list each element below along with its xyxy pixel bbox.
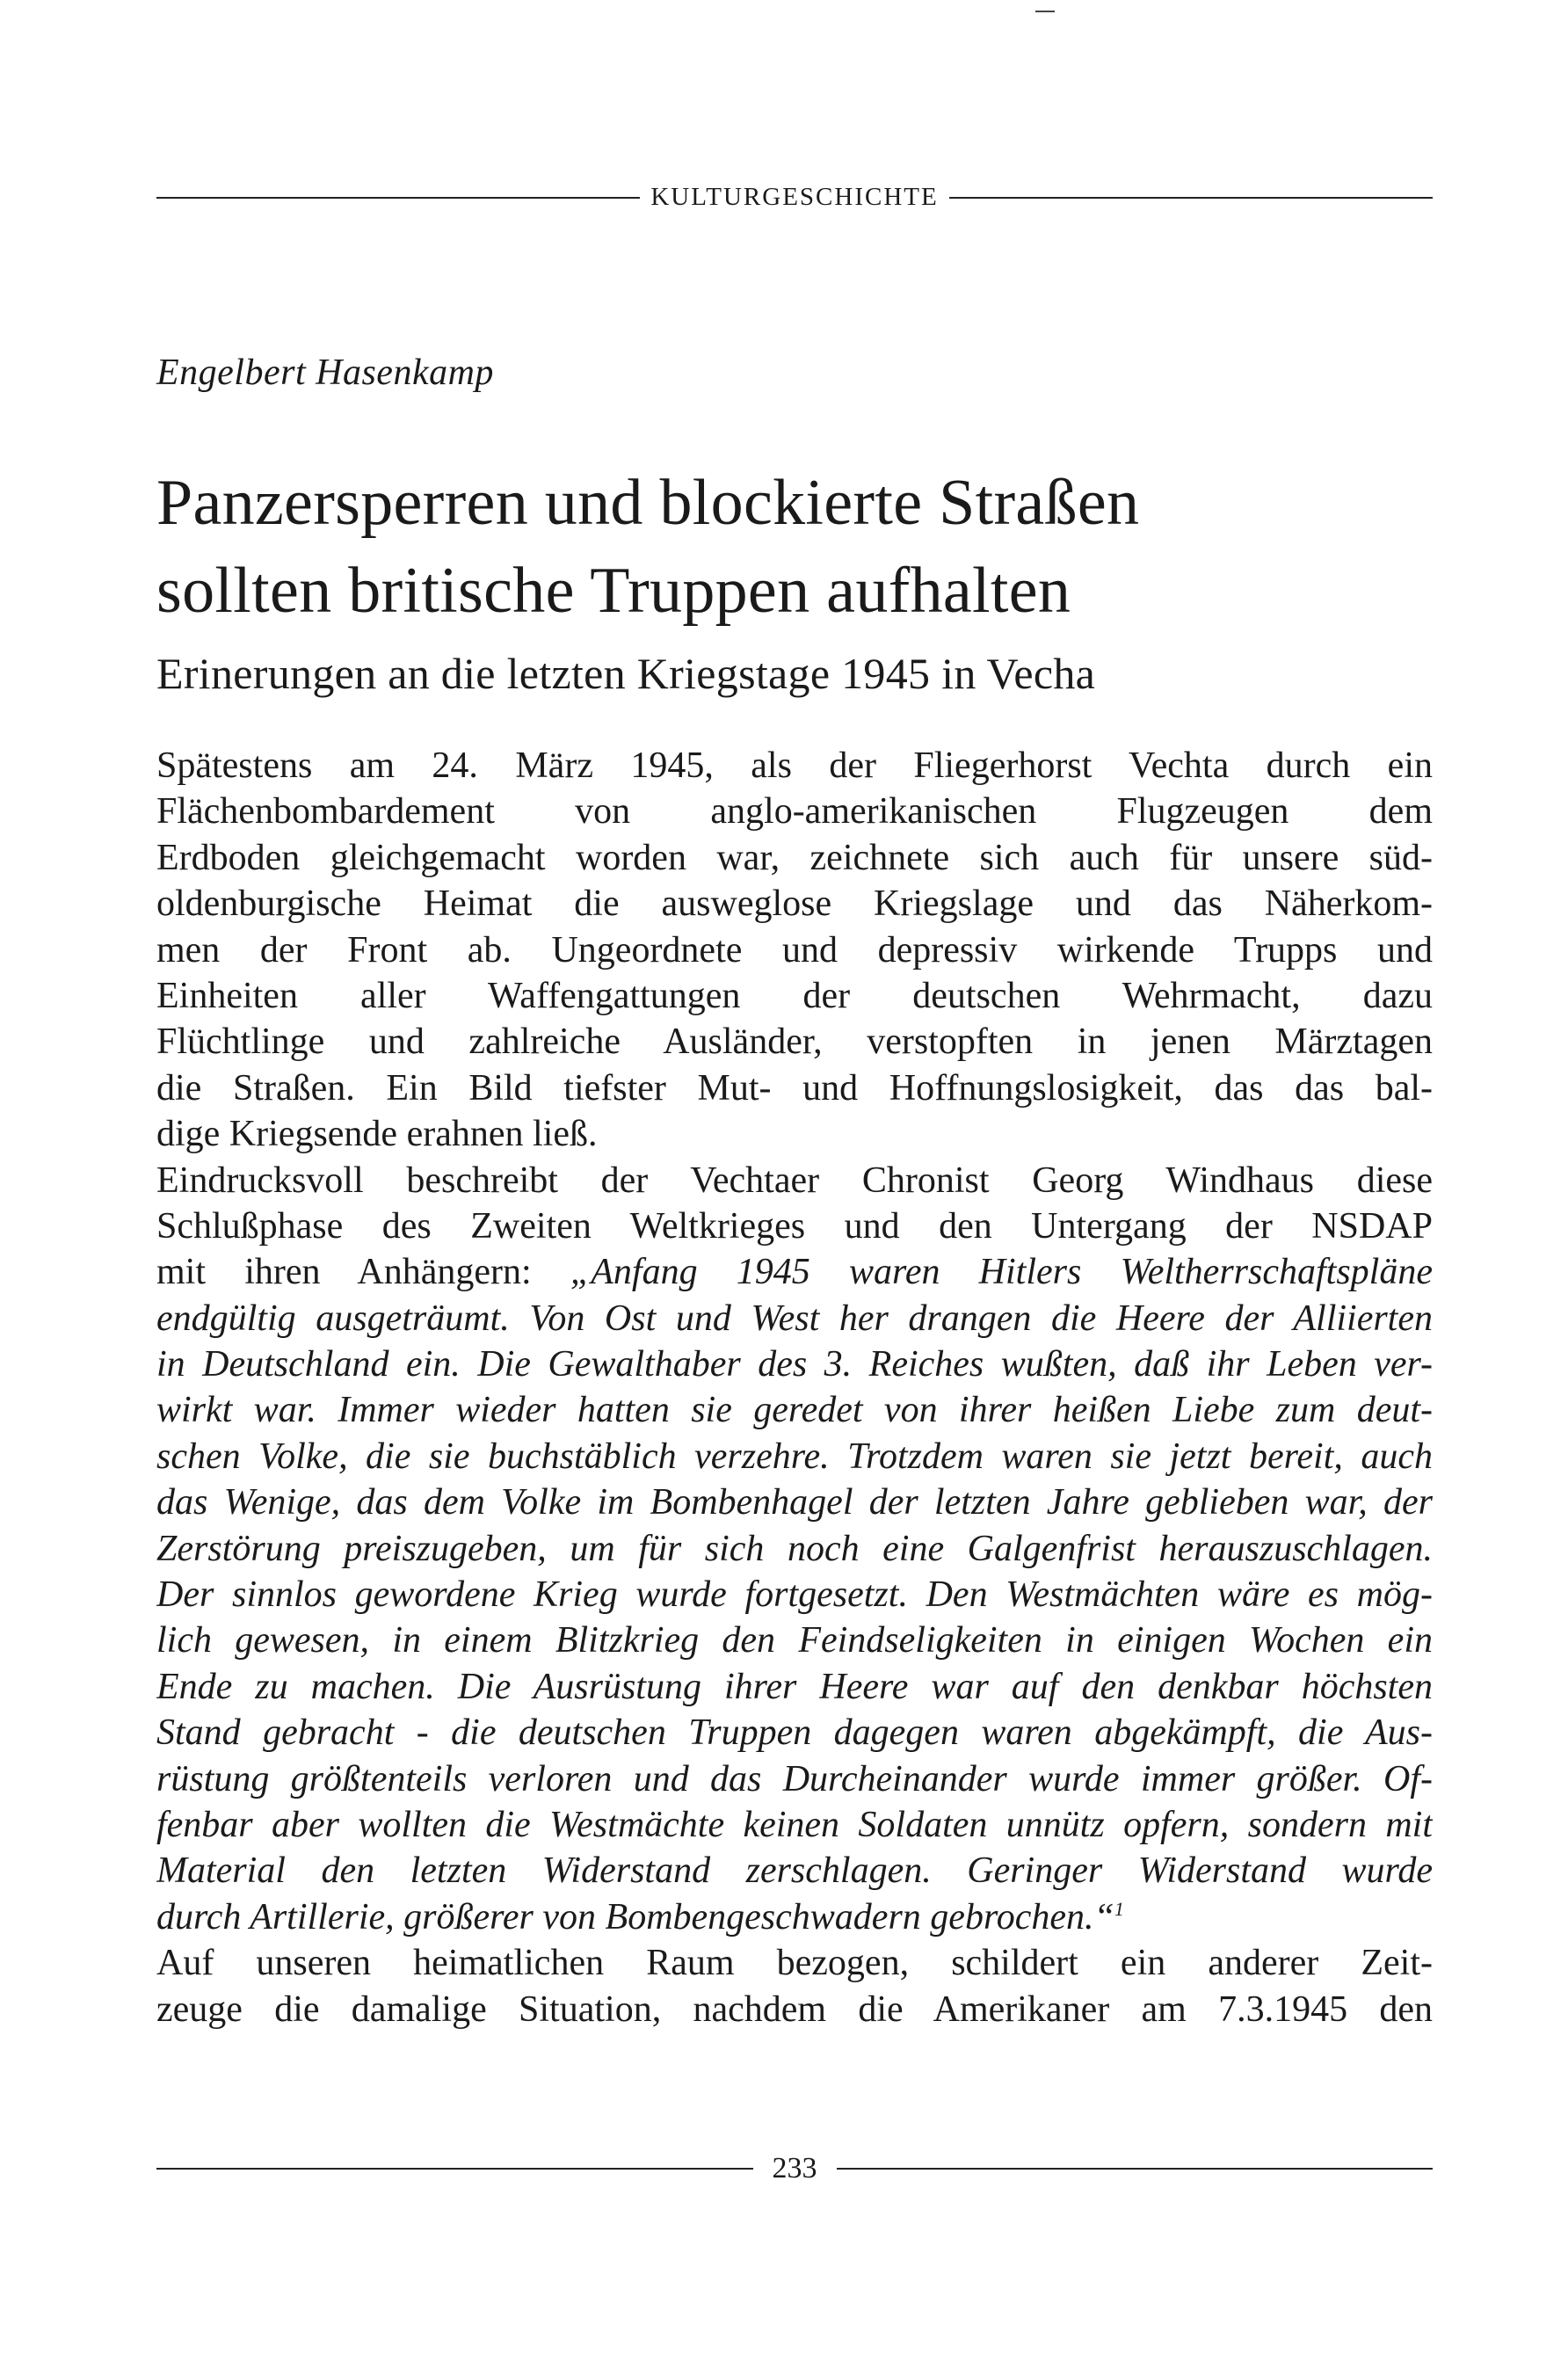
quote-start: „Anfang 1945 waren Hitlers Weltherrschaftspläne — [570, 1252, 1433, 1293]
header-rule-right — [949, 197, 1433, 199]
body-line: oldenburgische Heimat die ausweglose Kriegslage und das Näherkom- — [156, 883, 1433, 925]
footnote-ref: 1 — [1114, 1897, 1124, 1920]
article-title — [156, 459, 1433, 635]
body-line: Auf unseren heimatlichen Raum bezogen, schildert ein anderer Zeit- — [156, 1943, 1433, 1984]
article-body — [156, 743, 1433, 2032]
header-rule-left — [156, 197, 640, 199]
quote-line: in Deutschland ein. Die Gewalthaber des 3. Reiches wußten, daß ihr Leben ver- — [156, 1344, 1433, 1385]
body-line: Erdboden gleichgemacht worden war, zeichnete sich auch für unsere süd- — [156, 837, 1433, 878]
body-line: Eindrucksvoll beschreibt der Vechtaer Chronist Georg Windhaus diese — [156, 1160, 1433, 1201]
quote-line: Der sinnlos gewordene Krieg wurde fortgesetzt. Den Westmächten wäre es mög- — [156, 1574, 1433, 1616]
section-label: KULTURGESCHICHTE — [650, 183, 939, 211]
page-number: 233 — [772, 2152, 817, 2185]
quote-end: durch Artillerie, größerer von Bombengeschwadern gebrochen.“ — [156, 1896, 1114, 1937]
quote-line: Ende zu machen. Die Ausrüstung ihrer Heere war auf den denkbar höchsten — [156, 1666, 1433, 1707]
body-line-mixed — [156, 1249, 1433, 1295]
document-page — [156, 0, 1433, 2370]
footer-rule-left — [156, 2168, 753, 2170]
body-line: Schlußphase des Zweiten Weltkrieges und den Untergang der NSDAP — [156, 1205, 1433, 1247]
quote-line: das Wenige, das dem Volke im Bombenhagel der letzten Jahre geblieben war, der — [156, 1482, 1433, 1523]
quote-line: fenbar aber wollten die Westmächte keinen Soldaten unnütz opfern, sondern mit — [156, 1804, 1433, 1845]
quote-line: Stand gebracht - die deutschen Truppen dagegen waren abgekämpft, die Aus- — [156, 1712, 1433, 1754]
body-line: die Straßen. Ein Bild tiefster Mut- und Hoffnungslosigkeit, das das bal- — [156, 1067, 1433, 1109]
body-line: men der Front ab. Ungeordnete und depressiv wirkende Trupps und — [156, 929, 1433, 971]
quote-line: endgültig ausgeträumt. Von Ost und West her drangen die Heere der Alliierten — [156, 1298, 1433, 1339]
quote-line: schen Volke, die sie buchstäblich verzehre. Trotzdem waren sie jetzt bereit, auch — [156, 1436, 1433, 1477]
article-subtitle: Erinerungen an die letzten Kriegstage 1945 in Vecha — [156, 649, 1096, 698]
body-line: zeuge die damalige Situation, nachdem die Amerikaner am 7.3.1945 den — [156, 1988, 1433, 2030]
body-line-roman: mit ihren Anhängern: — [156, 1252, 570, 1293]
footer-rule-right — [837, 2168, 1434, 2170]
quote-line: rüstung größtenteils verloren und das Durcheinander wurde immer größer. Of- — [156, 1758, 1433, 1799]
quote-line-last — [156, 1894, 1433, 1940]
body-line: Einheiten aller Waffengattungen der deutschen Wehrmacht, dazu — [156, 975, 1433, 1016]
body-line: Flüchtlinge und zahlreiche Ausländer, verstopften in jenen Märztagen — [156, 1021, 1433, 1063]
author-name: Engelbert Hasenkamp — [156, 353, 494, 393]
title-line-2: sollten britische Truppen aufhalten — [156, 555, 1071, 627]
body-line: dige Kriegsende erahnen ließ. — [156, 1114, 598, 1155]
quote-line: Material den letzten Widerstand zerschlagen. Geringer Widerstand wurde — [156, 1850, 1433, 1892]
running-header — [156, 183, 1433, 212]
quote-line: lich gewesen, in einem Blitzkrieg den Feindseligkeiten in einigen Wochen ein — [156, 1620, 1433, 1661]
body-line: Spätestens am 24. März 1945, als der Fliegerhorst Vechta durch ein — [156, 745, 1433, 786]
quote-line: wirkt war. Immer wieder hatten sie geredet von ihrer heißen Liebe zum deut- — [156, 1390, 1433, 1431]
page-footer — [156, 2152, 1433, 2185]
title-line-1: Panzersperren und blockierte Straßen — [156, 467, 1140, 539]
scan-mark — [1035, 11, 1055, 12]
body-line: Flächenbombardement von anglo-amerikanischen Flugzeugen dem — [156, 791, 1433, 832]
quote-line: Zerstörung preiszugeben, um für sich noch eine Galgenfrist herauszuschlagen. — [156, 1528, 1433, 1569]
